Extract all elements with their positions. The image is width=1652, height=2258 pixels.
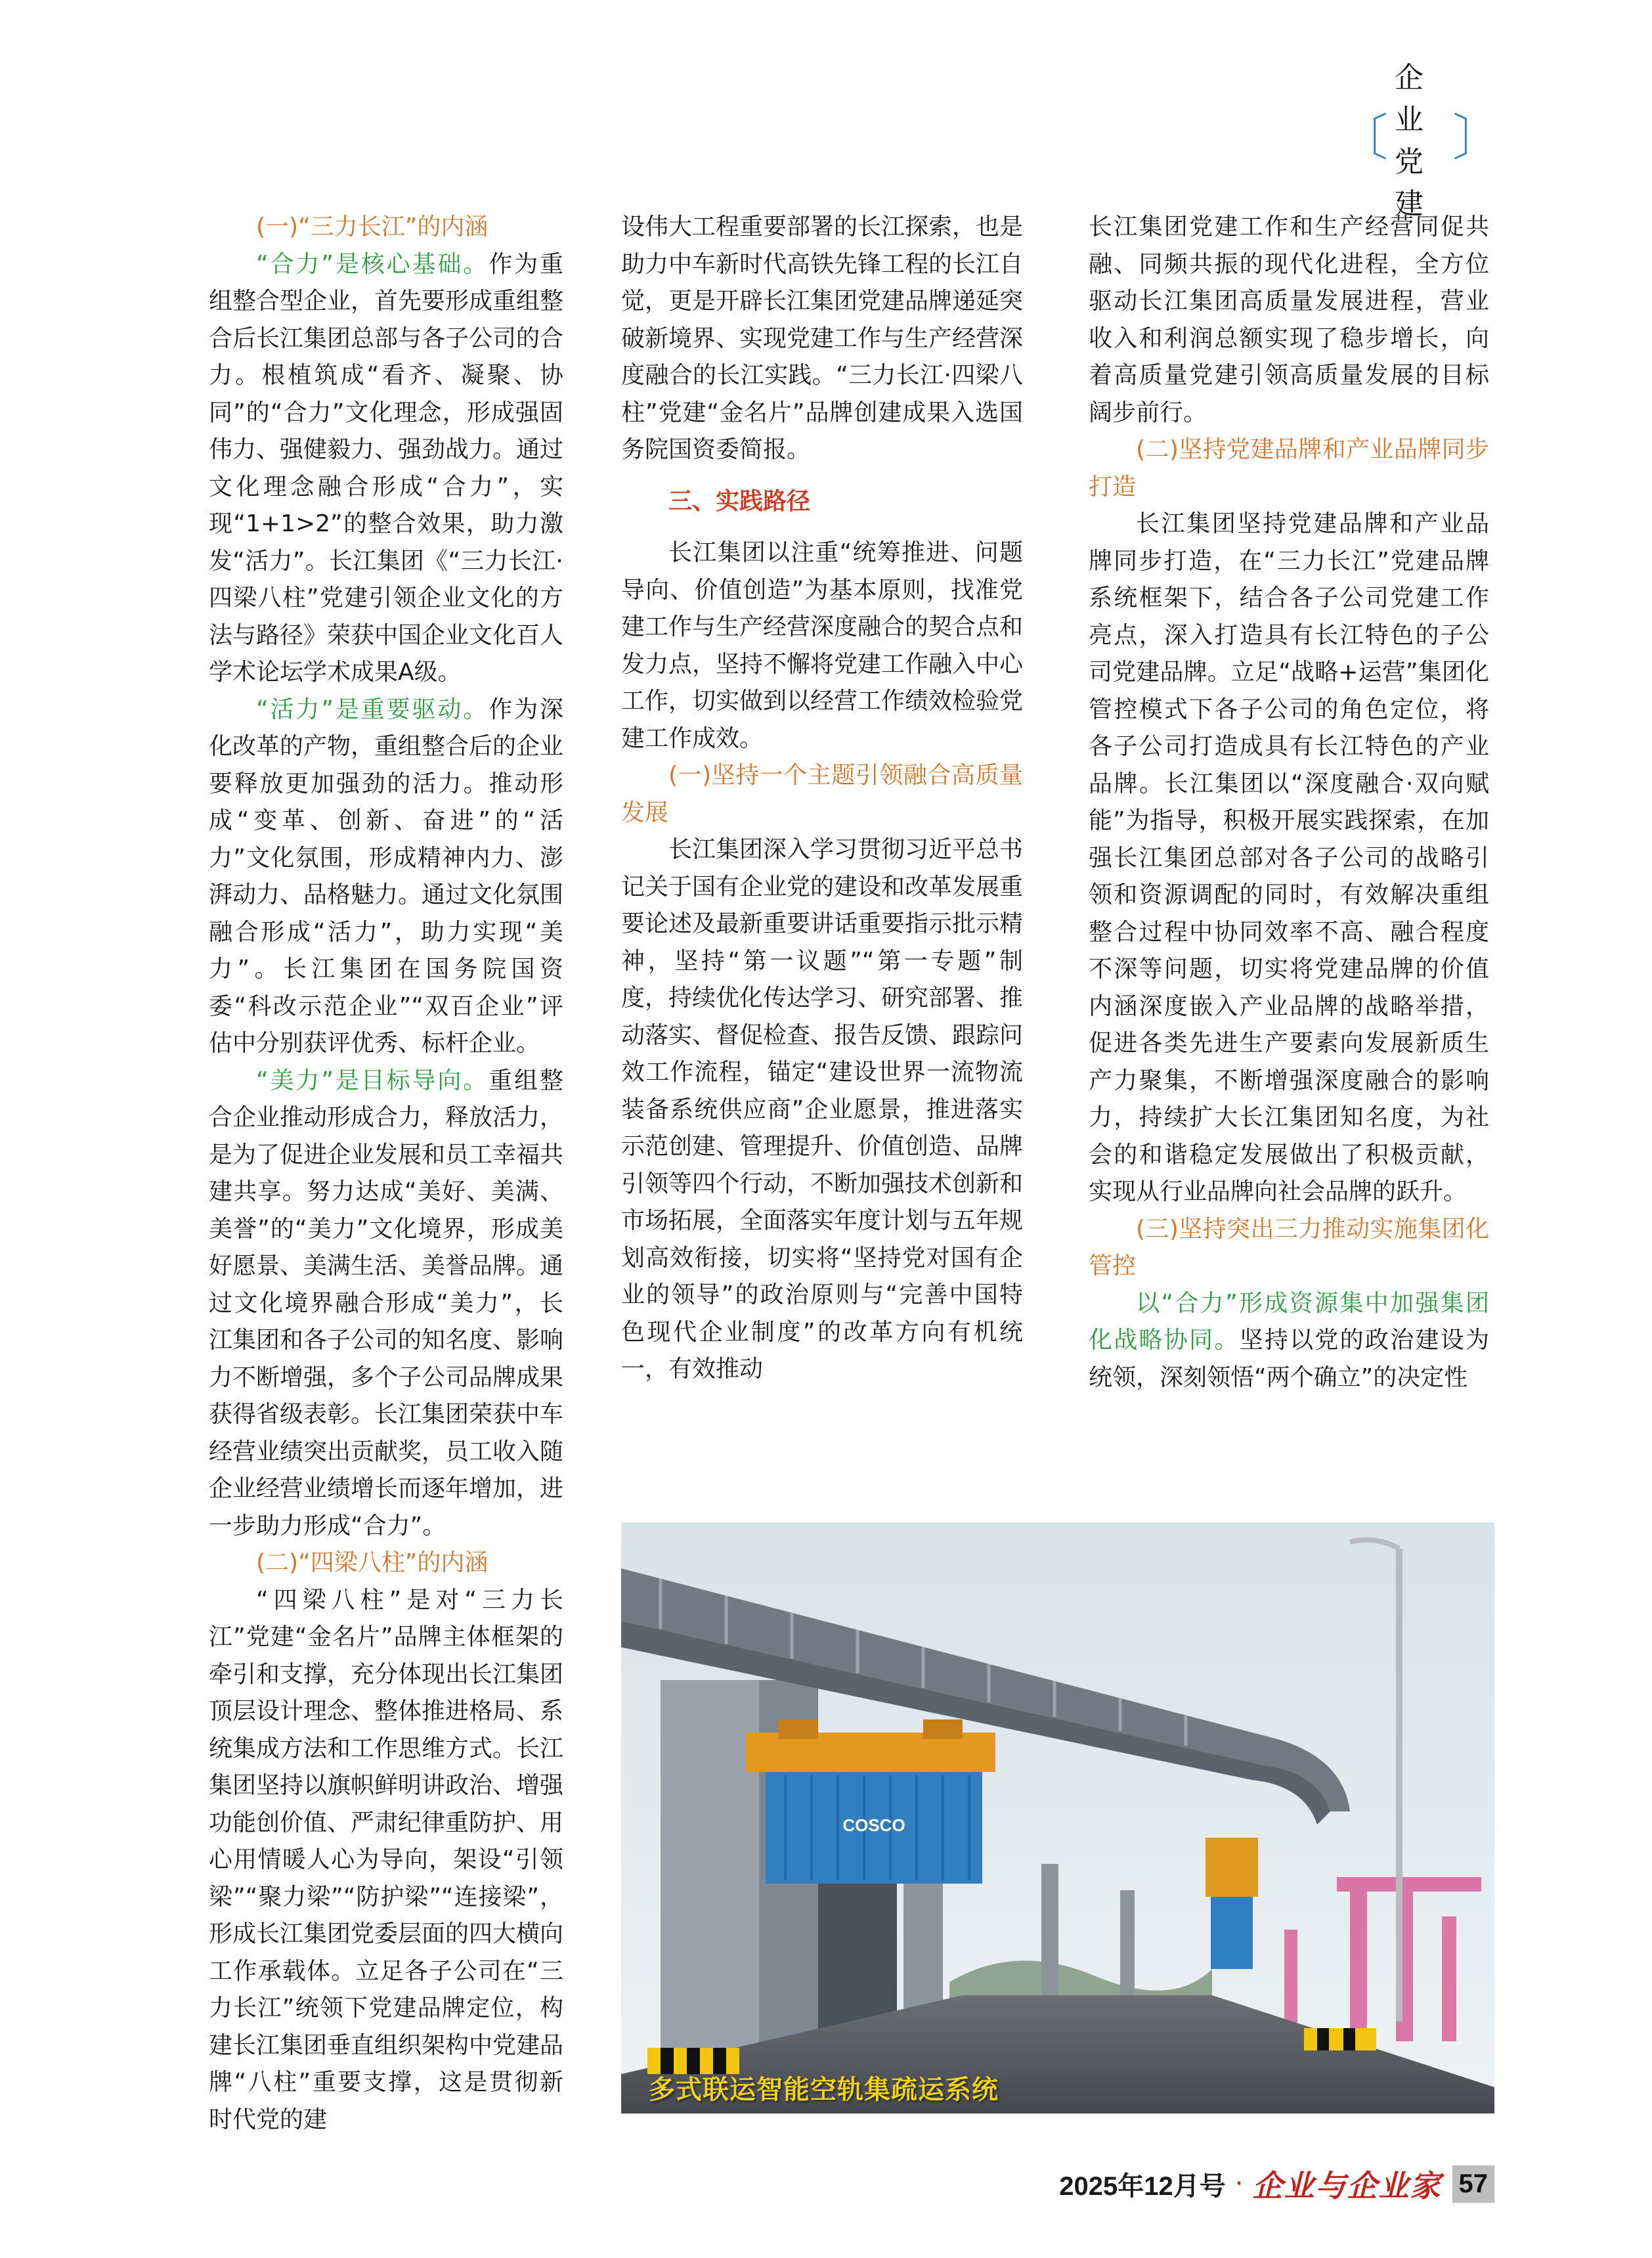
- paragraph-brand-sync: 长江集团坚持党建品牌和产业品牌同步打造，在“三力长江”党建品牌系统框架下，结合各子公司党建工作亮点，深入打造具有长江特色的子公司党建品牌。立足“战略+运营”集团化管控模式下各子公司的角色定位，将各子公司打造成具有长江特色的产业品牌。长江集团以“深度融合·双向赋能”为指导，积极开展实践探索，在加强长江集团总部对各子公司的战略引领和资源调配的同时，有效解决重组整合过程中协同效率不高、融合程度不深等问题，切实将党建品牌的价值内涵深度嵌入产业品牌的战略举措，促进各类先进生产要素向发展新质生产力聚集，不断增强深度融合的影响力，持续扩大长江集团知名度，为社会的和谐稳定发展做出了积极贡献，实现从行业品牌向社会品牌的跃升。: [1089, 510, 1489, 1205]
- photo-illustration: [621, 1522, 1494, 2114]
- text-column-2: [621, 209, 1023, 1388]
- magazine-title: 企业与企业家: [1252, 2168, 1442, 2203]
- highlight-resource: 以“合力”形成资源集中加强集团化战略协同。: [1089, 1289, 1489, 1354]
- heading-practice-path: 三、实践路径: [668, 487, 811, 515]
- paragraph-text: 作为深化改革的产物，重组整合后的企业要释放更加强劲的活力。推动形成“变革、创新、奋进”的“活力”文化氛围，形成精神内力、澎湃动力、品格魅力。通过文化氛围融合形成“活力”，助力实现“美力”。长江集团在国务院国资委“科改示范企业”“双百企业”评估中分别获评优秀、标杆企业。: [209, 696, 564, 1057]
- highlight-meili: “美力”是目标导向。: [256, 1067, 489, 1094]
- photo-caption: 多式联运智能空轨集疏运系统: [649, 2075, 999, 2105]
- subheading-three-forces: (三)坚持突出三力推动实施集团化管控: [1089, 1215, 1489, 1279]
- aerial-rail-photo: [621, 1522, 1494, 2114]
- subheading-brand-sync: (二)坚持党建品牌和产业品牌同步打造: [1089, 436, 1489, 500]
- paragraph-heli: [209, 246, 563, 692]
- right-bracket-icon: 〕: [1452, 108, 1502, 167]
- section-title: 企业党建: [1395, 61, 1424, 221]
- paragraph-text: 坚持以党的政治建设为统领，深刻领悟“两个确立”的决定性: [1089, 1327, 1489, 1391]
- text-column-1: [209, 209, 563, 2138]
- paragraph-three-forces: [1089, 1285, 1489, 1397]
- paragraph-continued: 设伟大工程重要部署的长江探索，也是助力中车新时代高铁先锋工程的长江自觉，更是开辟长江集团党建品牌递延突破新境界、实现党建工作与生产经营深度融合的长江实践。“三力长江·四梁八柱”党建“金名片”品牌创建成果入选国务院国资委简报。: [621, 213, 1024, 463]
- container-logo: COSCO: [842, 1815, 905, 1835]
- subheading-siliang-meaning: (二)“四梁八柱”的内涵: [256, 1549, 489, 1576]
- paragraph-one-theme: 长江集团深入学习贯彻习近平总书记关于国有企业党的建设和改革发展重要论述及最新重要讲话重要指示批示精神，坚持“第一议题”“第一专题”制度，持续优化传达学习、研究部署、推动落实、督促检查、报告反馈、跟踪问效工作流程，锚定“建设世界一流物流装备系统供应商”企业愿景，推进落实示范创建、管理提升、价值创造、品牌引领等四个行动，不断加强技术创新和市场拓展，全面落实年度计划与五年规划高效衔接，切实将“坚持党对国有企业的领导”的政治原则与“完善中国特色现代企业制度”的改革方向有机统一，有效推动: [621, 836, 1024, 1383]
- page-number: 57: [1452, 2165, 1495, 2203]
- subheading-sanli-meaning: (一)“三力长江”的内涵: [256, 213, 489, 240]
- paragraph-principles: 长江集团以注重“统筹推进、问题导向、价值创造”为基本原则，找准党建工作与生产经营深度融合的契合点和发力点，坚持不懈将党建工作融入中心工作，切实做到以经营工作绩效检验党建工作成效。: [621, 539, 1024, 752]
- issue-date: 2025年12月号: [1059, 2171, 1226, 2201]
- footer-separator: ·: [1234, 2169, 1244, 2199]
- section-tag: [1338, 61, 1502, 221]
- subheading-one-theme: (一)坚持一个主题引领融合高质量发展: [621, 762, 1023, 826]
- highlight-huoli: “活力”是重要驱动。: [256, 696, 489, 723]
- paragraph-meili: [209, 1063, 563, 1545]
- paragraph-text: 作为重组整合型企业，首先要形成重组整合后长江集团总部与各子公司的合力。根植筑成“看齐、凝聚、协同”的“合力”文化理念，形成强固伟力、强健毅力、强劲战力。通过文化理念融合形成“合力”，实现“1+1>2”的整合效果，助力激发“活力”。长江集团《“三力长江·四梁八柱”党建引领企业文化的方法与路径》荣获中国企业文化百人学术论坛学术成果A级。: [209, 250, 564, 686]
- left-bracket-icon: 〔: [1338, 108, 1388, 167]
- paragraph-huoli: [209, 692, 563, 1063]
- paragraph-continued: 长江集团党建工作和生产经营同促共融、同频共振的现代化进程，全方位驱动长江集团高质量发展进程，营业收入和利润总额实现了稳步增长，向着高质量党建引领高质量发展的目标阔步前行。: [1089, 213, 1489, 426]
- page-footer: [1051, 2161, 1494, 2207]
- paragraph-text: 重组整合企业推动形成合力，释放活力，是为了促进企业发展和员工幸福共建共享。努力达成“美好、美满、美誉”的“美力”文化境界，形成美好愿景、美满生活、美誉品牌。通过文化境界融合形成“美力”，长江集团和各子公司的知名度、影响力不断增强，多个子公司品牌成果获得省级表彰。长江集团荣获中车经营业绩突出贡献奖，员工收入随企业经营业绩增长而逐年增加，进一步助力形成“合力”。: [209, 1067, 564, 1539]
- paragraph-siliang: “四梁八柱”是对“三力长江”党建“金名片”品牌主体框架的牵引和支撑，充分体现出长江集团顶层设计理念、整体推进格局、系统集成方法和工作思维方式。长江集团坚持以旗帜鲜明讲政治、增强功能创价值、严肃纪律重防护、用心用情暖人心为导向，架设“引领梁”“聚力梁”“防护梁”“连接梁”，形成长江集团党委层面的四大横向工作承载体。立足各子公司在“三力长江”统领下党建品牌定位，构建长江集团垂直组织架构中党建品牌“八柱”重要支撑，这是贯彻新时代党的建: [209, 1586, 564, 2133]
- text-column-3: [1089, 209, 1489, 1396]
- highlight-heli: “合力”是核心基础。: [256, 250, 489, 278]
